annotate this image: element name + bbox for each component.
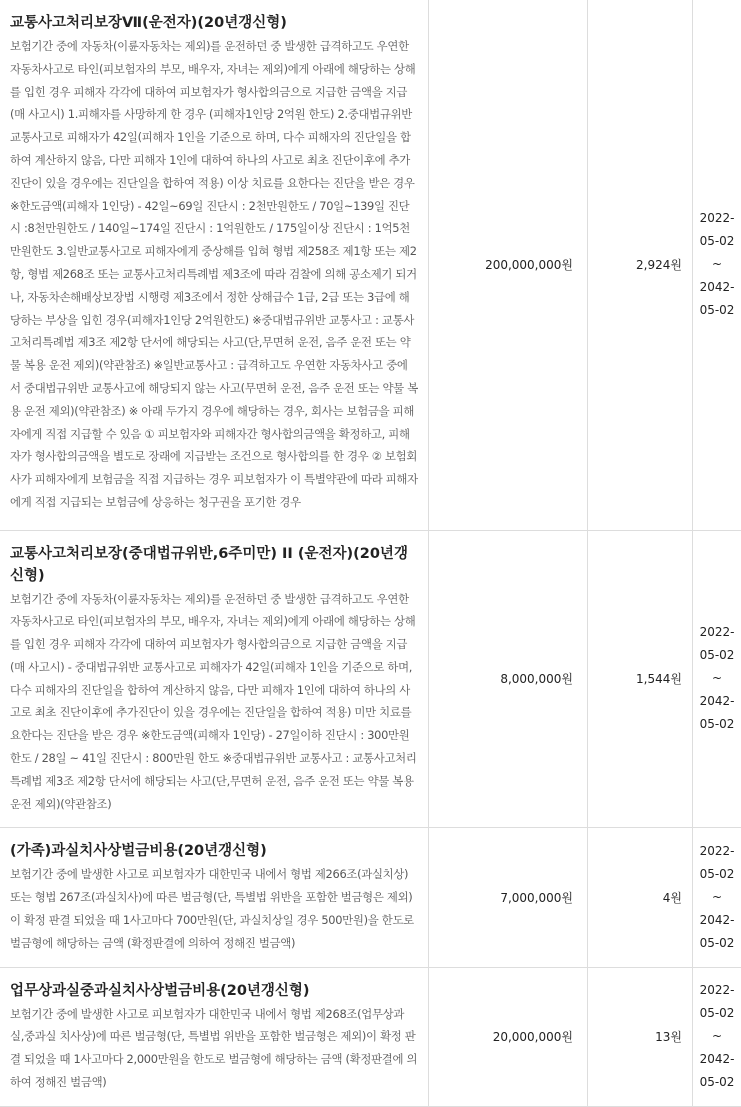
table-row xyxy=(0,828,741,967)
coverage-amount: 200,000,000원 xyxy=(429,0,588,530)
coverage-premium: 4원 xyxy=(588,828,693,967)
period-end: 2042-05-02 xyxy=(693,1048,741,1094)
coverage-description: 보험기간 중에 발생한 사고로 피보험자가 대한민국 내에서 형법 제266조(과실치상) 또는 형법 267조(과실치사)에 따른 벌금형(단, 특별법 위반을 포함한 벌금형은 제외)이 확정 판결 되었을 때 1사고마다 700만원(단, 과실치상일 경우 500만원)을 한도로 벌금형에 해당하는 금액 (확정판결에 의하여 정해진 벌금액) xyxy=(10,863,418,954)
coverage-amount: 20,000,000원 xyxy=(429,967,588,1106)
coverage-description-cell xyxy=(0,0,429,530)
table-row xyxy=(0,967,741,1106)
coverage-period xyxy=(693,530,741,828)
coverage-period xyxy=(693,828,741,967)
period-start: 2022-05-02 ~ xyxy=(693,979,741,1048)
period-end: 2042-05-02 xyxy=(693,909,741,955)
period-start: 2022-05-02 ~ xyxy=(693,207,741,276)
period-end: 2042-05-02 xyxy=(693,690,741,736)
coverage-premium: 13원 xyxy=(588,967,693,1106)
coverage-amount: 8,000,000원 xyxy=(429,530,588,828)
coverage-description-cell xyxy=(0,967,429,1106)
coverage-title: 교통사고처리보장Ⅶ(운전자)(20년갱신형) xyxy=(10,12,418,34)
period-start: 2022-05-02 ~ xyxy=(693,840,741,909)
table-row xyxy=(0,530,741,828)
coverage-description-cell xyxy=(0,530,429,828)
period-end: 2042-05-02 xyxy=(693,276,741,322)
coverage-period xyxy=(693,967,741,1106)
coverage-amount: 7,000,000원 xyxy=(429,828,588,967)
coverage-title: (가족)과실치사상벌금비용(20년갱신형) xyxy=(10,840,418,862)
coverage-description: 보험기간 중에 자동차(이륜자동차는 제외)를 운전하던 중 발생한 급격하고도 우연한 자동차사고로 타인(피보험자의 부모, 배우자, 자녀는 제외)에게 아래에 해당하는 상해를 입힌 경우 피해자 각각에 대하여 피보험자가 형사합의금으로 지급한 금액을 지급 (매 사고시) - 중대법규위반 교통사고로 피해자가 42일(피해자 1인을 기준으로 하며, 다수 피해자의 진단일을 합하여 계산하지 않음, 다만 피해자 1인에 대하여 하나의 사고로 최초 진단이후에 추가진단이 있을 경우에는 진단일을 합하여 적용) 미만 치료를 요한다는 진단을 받은 경우 ※한도금액(피해자 1인당) - 27일이하 진단시 : 300만원 한도 / 28일 ~ 41일 진단시 : 800만원 한도 ※중대법규위반 교통사고 : 교통사고처리특례법 제3조 제2항 단서에 해당되는 사고(단,무면허 운전, 음주 운전 또는 약물 복용 운전 제외)(약관참조) xyxy=(10,588,418,816)
coverage-description: 보험기간 중에 발생한 사고로 피보험자가 대한민국 내에서 형법 제268조(업무상과실,중과실 치사상)에 따른 벌금형(단, 특별법 위반을 포함한 벌금형은 제외)이 확정 판결 되었을 때 1사고마다 2,000만원을 한도로 벌금형에 해당하는 금액 (확정판결에 의하여 정해진 벌금액) xyxy=(10,1003,418,1094)
period-start: 2022-05-02 ~ xyxy=(693,621,741,690)
coverage-title: 교통사고처리보장(중대법규위반,6주미만) II (운전자)(20년갱신형) xyxy=(10,543,418,587)
coverage-period xyxy=(693,0,741,530)
coverage-title: 업무상과실중과실치사상벌금비용(20년갱신형) xyxy=(10,980,418,1002)
coverage-description: 보험기간 중에 자동차(이륜자동차는 제외)를 운전하던 중 발생한 급격하고도 우연한 자동차사고로 타인(피보험자의 부모, 배우자, 자녀는 제외)에게 아래에 해당하는 상해를 입힌 경우 피해자 각각에 대하여 피보험자가 형사합의금으로 지급한 금액을 지급 (매 사고시) 1.피해자를 사망하게 한 경우 (피해자1인당 2억원 한도) 2.중대법규위반 교통사고로 피해자가 42일(피해자 1인을 기준으로 하며, 다수 피해자의 진단일을 합하여 계산하지 않음, 다만 피해자 1인에 대하여 하나의 사고로 최초 진단이후에 추가진단이 있을 경우에는 진단일을 합하여 적용) 이상 치료를 요한다는 진단을 받은 경우 ※한도금액(피해자 1인당) - 42일~69일 진단시 : 2천만원한도 / 70일~139일 진단시 :8천만원한도 / 140일~174일 진단시 : 1억원한도 / 175일이상 진단시 : 1억5천만원한도 3.일반교통사고로 피해자에게 중상해를 입혀 형법 제258조 제1항 또는 제2항, 형법 제268조 또는 교통사고처리특례법 제3조에 따라 검찰에 의해 공소제기 되거나, 자동차손해배상보장법 시행령 제3조에서 정한 상해급수 1급, 2급 또는 3급에 해당하는 부상을 입힌 경우(피해자1인당 2억원한도) ※중대법규위반 교통사고 : 교통사고처리특례법 제3조 제2항 단서에 해당되는 사고(단,무면허 운전, 음주 운전 또는 약물 복용 운전 제외)(약관참조) ※일반교통사고 : 급격하고도 우연한 자동차사고 중에서 중대법규위반 교통사고에 해당되지 않는 사고(무면허 운전, 음주 운전 또는 약물 복용 운전 제외)(약관참조) ※ 아래 두가지 경우에 해당하는 경우, 회사는 보험금을 피해자에게 직접 지급할 수 있음 ① 피보험자와 피해자간 형사합의금액을 확정하고, 피해자가 형사합의금액을 별도로 장래에 지급받는 조건으로 형사합의를 한 경우 ② 보험회사가 피해자에게 보험금을 직접 지급하는 경우 피보험자가 이 특별약관에 따라 피해자에게 직접 지급되는 보험금에 상응하는 청구권을 포기한 경우 xyxy=(10,35,418,514)
coverage-premium: 1,544원 xyxy=(588,530,693,828)
coverage-premium: 2,924원 xyxy=(588,0,693,530)
table-row xyxy=(0,0,741,530)
coverage-description-cell xyxy=(0,828,429,967)
